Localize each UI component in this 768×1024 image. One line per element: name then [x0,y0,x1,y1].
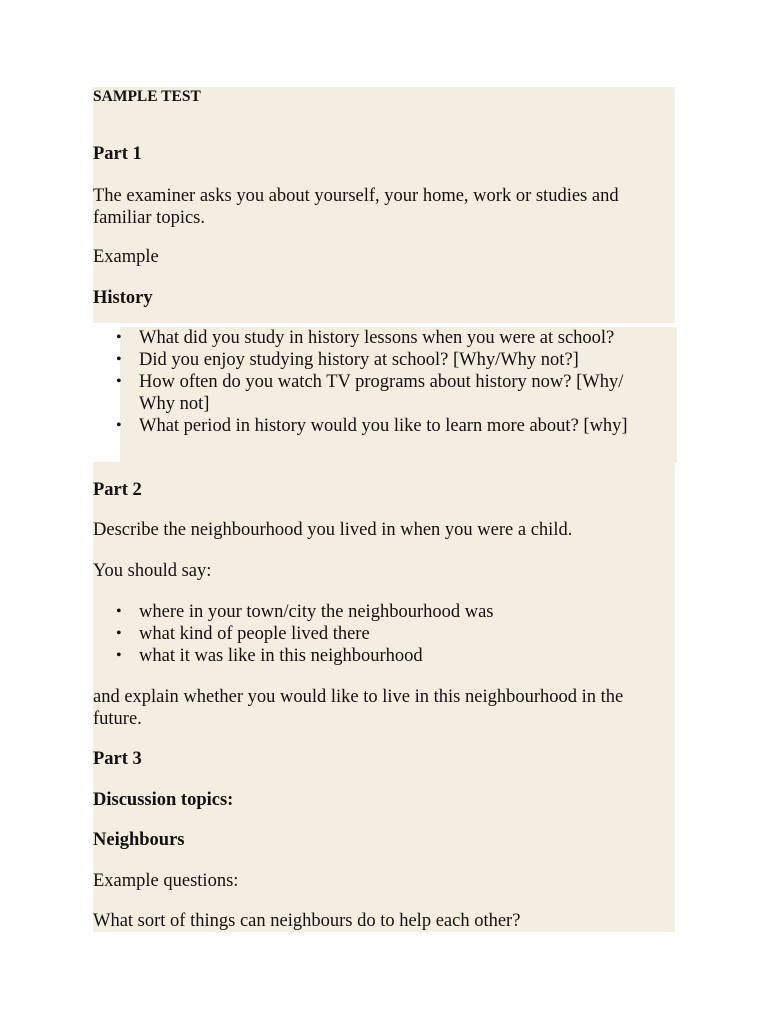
list-item: • where in your town/city the neighbourhood was [139,601,675,623]
part3-heading: Part 3 [93,749,142,769]
part2-task: Describe the neighbourhood you lived in when you were a child. [93,520,573,540]
part3-topic: Neighbours [93,830,185,850]
list-item: • what it was like in this neighbourhood [139,645,675,667]
part2-explain: and explain whether you would like to live in this neighbourhood in the future. [93,687,624,729]
part3-discussion-label: Discussion topics: [93,790,234,810]
document-title: SAMPLE TEST [93,88,201,105]
list-item: • What did you study in history lessons when you were at school? [139,327,677,349]
list-item: • Did you enjoy studying history at school? [Why/Why not?] [139,349,677,371]
part1-heading: Part 1 [93,144,142,164]
part1-topic: History [93,288,153,308]
part1-questions-list [93,327,677,463]
part3-question: What sort of things can neighbours do to help each other? [93,911,521,931]
list-item: • what kind of people lived there [139,623,675,645]
part2-heading: Part 2 [93,480,142,500]
part1-intro: The examiner asks you about yourself, your home, work or studies and familiar topics. [93,186,619,228]
part2-should-say: You should say: [93,561,212,581]
list-item: • What period in history would you like to learn more about? [why] [139,415,677,437]
part3-example-label: Example questions: [93,871,239,891]
part2-points-list [93,601,675,667]
list-item: • How often do you watch TV programs about history now? [Why/ Why not] [139,371,677,415]
part1-example-label: Example [93,247,159,267]
